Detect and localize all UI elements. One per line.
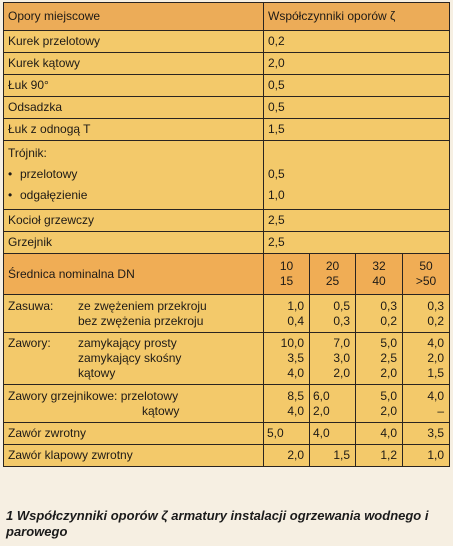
value-cell: 1,2	[356, 445, 403, 467]
row-value: 0,5	[264, 97, 450, 119]
row-value: 2,5	[264, 210, 450, 232]
row-value: 0,2	[264, 31, 450, 53]
row-value: 1,5	[264, 119, 450, 141]
value-cell: 1,0	[403, 445, 450, 467]
dn-col: 10 15	[264, 254, 310, 295]
row-name: Odsadzka	[4, 97, 264, 119]
table-header-row	[4, 3, 450, 31]
dn-col: 50 >50	[403, 254, 450, 295]
table-row-zasuwa	[4, 295, 450, 333]
zasuwa-name: Zasuwa:	[8, 298, 54, 313]
resistance-table	[3, 2, 450, 467]
bullet-icon: •	[8, 167, 13, 181]
value-cell: 5,0	[264, 423, 310, 445]
value-cell: 4,0 –	[403, 385, 450, 423]
figure-caption: 1 Współczynniki oporów ζ armatury instalacji ogrzewania wodnego i parowego	[6, 508, 429, 539]
value-cell: 1,0 0,4	[264, 295, 310, 333]
value-cell: 4,0	[356, 423, 403, 445]
row-value: 2,5	[264, 232, 450, 254]
table-row	[4, 232, 450, 254]
dn-header-row	[4, 254, 450, 295]
zasuwa-labels: Zasuwa: ze zwężeniem przekroju bez zwężenia przekroju	[4, 295, 264, 333]
zawory-labels: Zawory: zamykający prosty zamykający skośny kątowy	[4, 333, 264, 385]
value-cell: 8,5 4,0	[264, 385, 310, 423]
trojnik-item-name: odgałęzienie	[20, 188, 88, 202]
value-cell: 0,3 0,2	[403, 295, 450, 333]
value-cell: 1,5	[310, 445, 356, 467]
row-value: 0,5	[264, 75, 450, 97]
value-cell: 0,3 0,2	[356, 295, 403, 333]
table-row	[4, 75, 450, 97]
table-row-zawory	[4, 333, 450, 385]
header-col-coefficients: Współczynniki oporów ζ	[264, 3, 450, 31]
row-name: Grzejnik	[4, 232, 264, 254]
value-cell: 6,0 2,0	[310, 385, 356, 423]
value-cell: 5,0 2,5 2,0	[356, 333, 403, 385]
grzejnikowe-labels: Zawory grzejnikowe: przelotowy kątowy	[4, 385, 264, 423]
row-name: Łuk z odnogą T	[4, 119, 264, 141]
table-row	[4, 97, 450, 119]
trojnik-values	[264, 141, 450, 210]
table-row-grzejnikowe	[4, 385, 450, 423]
row-name: Kurek przelotowy	[4, 31, 264, 53]
row-name: Łuk 90°	[4, 75, 264, 97]
value-cell: 7,0 3,0 2,0	[310, 333, 356, 385]
table-row	[4, 31, 450, 53]
value-cell: 2,0	[264, 445, 310, 467]
table-row	[4, 53, 450, 75]
trojnik-item-value: 1,0	[268, 188, 285, 202]
dn-label: Średnica nominalna DN	[4, 254, 264, 295]
header-col-local-resistance: Opory miejscowe	[4, 3, 264, 31]
grzejnikowe-name: Zawory grzejnikowe:	[8, 388, 118, 403]
dn-col: 32 40	[356, 254, 403, 295]
trojnik-names	[4, 141, 264, 210]
trojnik-title: Trójnik:	[8, 146, 47, 160]
value-cell: 5,0 2,0	[356, 385, 403, 423]
value-cell: 10,0 3,5 4,0	[264, 333, 310, 385]
value-cell: 3,5	[403, 423, 450, 445]
bullet-icon: •	[8, 188, 13, 202]
table-row-trojnik	[4, 141, 450, 210]
value-cell: 0,5 0,3	[310, 295, 356, 333]
table-row	[4, 119, 450, 141]
trojnik-item-name: przelotowy	[20, 167, 78, 181]
row-name: Kocioł grzewczy	[4, 210, 264, 232]
row-name: Zawór zwrotny	[4, 423, 264, 445]
dn-col: 20 25	[310, 254, 356, 295]
table-row	[4, 210, 450, 232]
row-name: Kurek kątowy	[4, 53, 264, 75]
value-cell: 4,0	[310, 423, 356, 445]
value-cell: 4,0 2,0 1,5	[403, 333, 450, 385]
table-row-klapowy	[4, 445, 450, 467]
row-value: 2,0	[264, 53, 450, 75]
table-row-zwrotny	[4, 423, 450, 445]
row-name: Zawór klapowy zwrotny	[4, 445, 264, 467]
zawory-name: Zawory:	[8, 336, 51, 350]
trojnik-item-value: 0,5	[268, 167, 285, 181]
